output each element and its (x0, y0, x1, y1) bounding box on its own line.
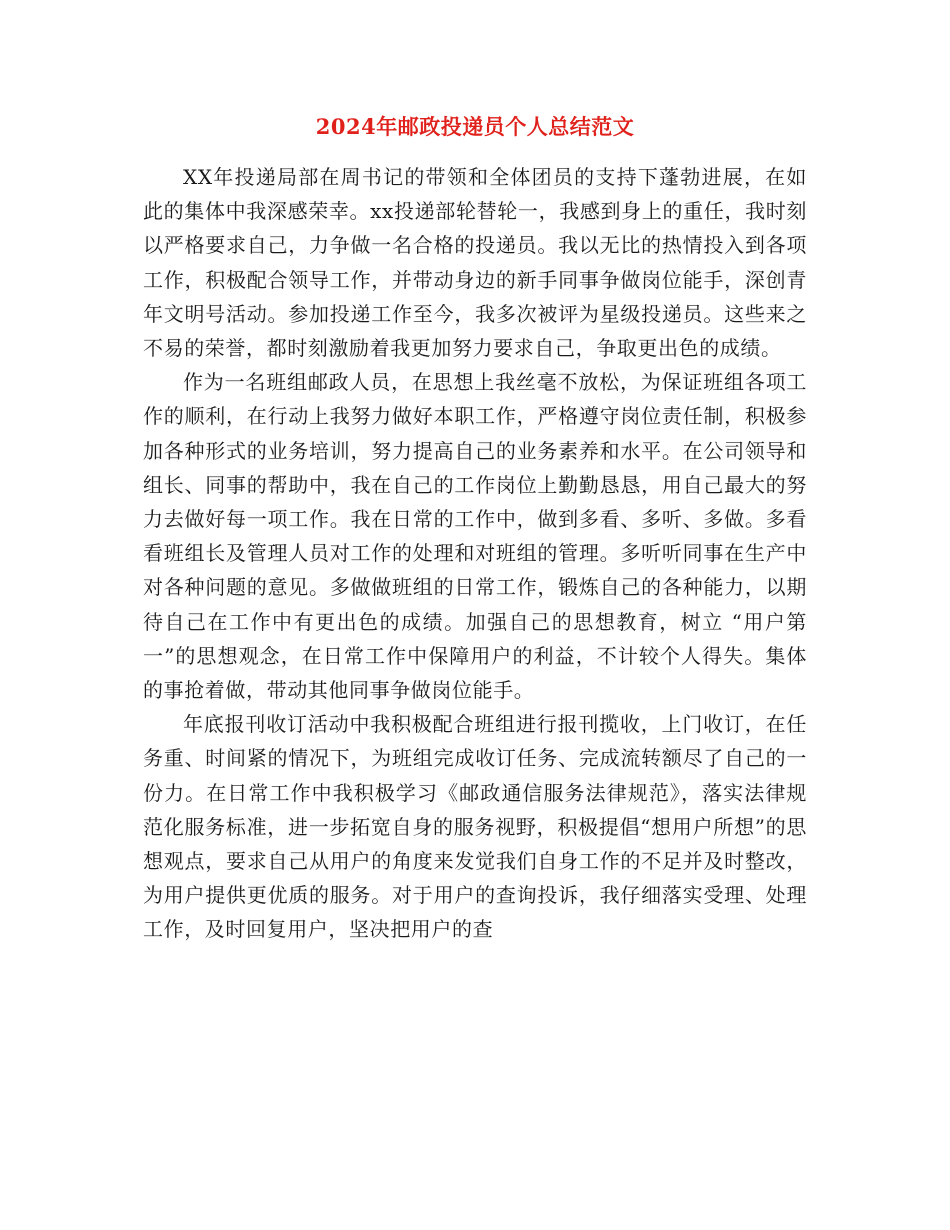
paragraph-2: 作为一名班组邮政人员，在思想上我丝毫不放松，为保证班组各项工作的顺利，在行动上我努力做好本职工作，严格遵守岗位责任制，积极参加各种形式的业务培训，努力提高自己的业务素养和水平。在公司领导和组长、同事的帮助中，我在自己的工作岗位上勤勤恳恳，用自己最大的努力去做好每一项工作。我在日常的工作中，做到多看、多听、多做。多看看班组长及管理人员对工作的处理和对班组的管理。多听听同事在生产中对各种问题的意见。多做做班组的日常工作，锻炼自己的各种能力，以期待自己在工作中有更出色的成绩。加强自己的思想教育，树立 “用户第一”的思想观念，在日常工作中保障用户的利益，不计较个人得失。集体的事抢着做，带动其他同事争做岗位能手。 (143, 370, 807, 703)
paragraph-1: XX年投递局部在周书记的带领和全体团员的支持下蓬勃进展，在如此的集体中我深感荣幸。xx投递部轮替轮一，我感到身上的重任，我时刻以严格要求自己，力争做一名合格的投递员。我以无比的热情投入到各项工作，积极配合领导工作，并带动身边的新手同事争做岗位能手，深创青年文明号活动。参加投递工作至今，我多次被评为星级投递员。这些来之不易的荣誉，都时刻激励着我更加努力要求自己，争取更出色的成绩。 (143, 165, 807, 361)
paragraph-3: 年底报刊收订活动中我积极配合班组进行报刊揽收，上门收订，在任务重、时间紧的情况下，为班组完成收订任务、完成流转额尽了自己的一份力。在日常工作中我积极学习《邮政通信服务法律规范》，落实法律规范化服务标准，进一步拓宽自身的服务视野，积极提倡“想用户所想”的思想观点，要求自己从用户的角度来发觉我们自身工作的不足并及时整改，为用户提供更优质的服务。对于用户的查询投诉，我仔细落实受理、处理工作，及时回复用户，坚决把用户的查 (143, 712, 807, 942)
document-body (143, 160, 807, 947)
document-title: 2024年邮政投递员个人总结范文 (315, 114, 635, 139)
